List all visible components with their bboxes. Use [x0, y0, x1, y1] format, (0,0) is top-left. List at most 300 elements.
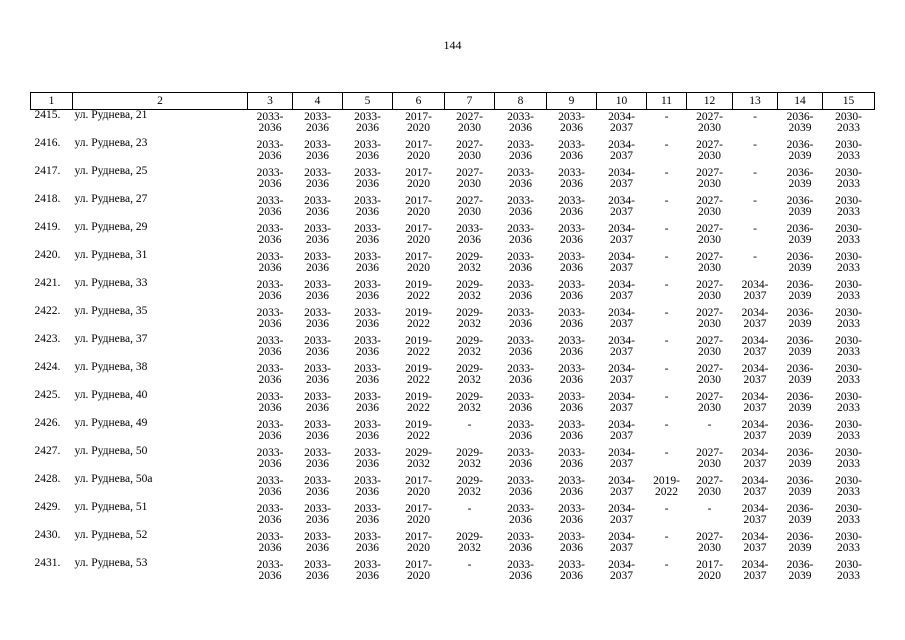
period-cell — [647, 530, 687, 558]
period-start: 2030- — [835, 139, 862, 151]
row-address: ул. Руднева, 35 — [74, 305, 148, 317]
period-start: 2029- — [456, 447, 483, 459]
period-end: 2036 — [509, 233, 532, 246]
period-cell — [547, 418, 597, 446]
period-start: 2033- — [304, 167, 331, 179]
period-end: 2039 — [788, 121, 812, 134]
period-cell — [547, 222, 597, 250]
period-start: 2033- — [304, 503, 331, 515]
period-end: 2037 — [743, 289, 767, 302]
period-cell — [597, 138, 647, 166]
period-cell — [445, 110, 495, 139]
period-cell — [248, 110, 293, 139]
period-start: 2027- — [456, 111, 483, 123]
period-start: 2036- — [786, 363, 814, 375]
period-cell — [547, 278, 597, 306]
period-start: 2033- — [354, 503, 381, 515]
period-cell — [248, 362, 293, 390]
period-start: 2036- — [786, 307, 814, 319]
period-cell — [445, 194, 495, 222]
period-start: 2033- — [354, 419, 381, 431]
table-row — [31, 502, 875, 530]
period-start: 2029- — [456, 475, 483, 487]
period-cell — [597, 530, 647, 558]
period-cell — [687, 166, 733, 194]
period-cell — [343, 334, 393, 362]
period-cell — [778, 334, 823, 362]
period-start: 2019- — [405, 279, 432, 291]
period-cell — [248, 390, 293, 418]
period-cell — [495, 306, 547, 334]
period-end: 2033 — [837, 485, 860, 498]
period-start: - — [467, 503, 472, 515]
period-cell — [445, 278, 495, 306]
period-start: 2027- — [696, 363, 723, 375]
period-end: 2036 — [509, 205, 532, 218]
period-start: 2033- — [256, 475, 284, 487]
period-start: 2033- — [507, 167, 534, 179]
period-start: 2036- — [786, 111, 814, 123]
period-cell — [393, 362, 445, 390]
period-start: 2033- — [354, 447, 381, 459]
period-start: 2017- — [405, 111, 432, 123]
period-cell — [733, 446, 778, 474]
period-cell — [495, 250, 547, 278]
period-end: 2036 — [258, 261, 282, 274]
period-cell — [687, 446, 733, 474]
period-cell — [495, 222, 547, 250]
period-cell — [393, 558, 445, 586]
period-cell — [733, 334, 778, 362]
period-end: 2022 — [407, 345, 430, 358]
period-cell — [597, 362, 647, 390]
header-cell: 1 — [31, 93, 73, 110]
period-end: 2039 — [788, 289, 812, 302]
period-start: 2034- — [608, 391, 635, 403]
header-row — [31, 93, 875, 110]
period-start: 2030- — [835, 363, 862, 375]
period-start: 2027- — [696, 139, 723, 151]
period-end: 2033 — [837, 345, 860, 358]
period-end: 2037 — [610, 513, 633, 526]
period-cell — [687, 418, 733, 446]
period-cell — [597, 278, 647, 306]
period-start: - — [664, 531, 669, 543]
period-end: 2036 — [560, 289, 583, 302]
period-cell — [647, 334, 687, 362]
period-cell — [823, 362, 875, 390]
header-cell: 15 — [823, 93, 875, 110]
row-address: ул. Руднева, 25 — [74, 165, 148, 177]
period-cell — [547, 558, 597, 586]
period-cell — [823, 278, 875, 306]
period-end: 2036 — [306, 233, 329, 246]
period-end: 2020 — [407, 233, 430, 246]
period-end: 2036 — [560, 177, 583, 190]
table-row — [31, 530, 875, 558]
period-start: 2033- — [507, 307, 534, 319]
period-start: - — [467, 419, 472, 431]
period-end: 2020 — [698, 569, 721, 582]
period-cell — [393, 110, 445, 139]
period-end: 2030 — [698, 541, 721, 554]
period-cell — [647, 194, 687, 222]
period-start: 2029- — [405, 447, 432, 459]
period-cell — [778, 278, 823, 306]
period-cell — [248, 278, 293, 306]
period-cell — [495, 418, 547, 446]
period-cell — [547, 530, 597, 558]
period-cell — [733, 222, 778, 250]
period-cell — [778, 390, 823, 418]
period-start: 2034- — [741, 363, 769, 375]
period-cell — [495, 390, 547, 418]
row-address: ул. Руднева, 31 — [74, 249, 148, 261]
period-cell — [647, 306, 687, 334]
period-start: - — [664, 195, 669, 207]
period-end: 2036 — [509, 345, 532, 358]
period-cell — [778, 110, 823, 139]
period-start: 2019- — [405, 419, 432, 431]
period-start: 2033- — [354, 475, 381, 487]
period-start: 2033- — [354, 223, 381, 235]
period-start: - — [664, 279, 669, 291]
period-end: 2020 — [407, 177, 430, 190]
period-cell — [393, 138, 445, 166]
period-start: 2029- — [456, 391, 483, 403]
period-end: 2036 — [356, 121, 379, 134]
period-end: 2039 — [788, 429, 812, 442]
row-number: 2422. — [34, 305, 61, 317]
period-end: 2036 — [509, 485, 532, 498]
period-start: 2033- — [507, 279, 534, 291]
period-end: 2039 — [788, 233, 812, 246]
period-start: 2036- — [786, 251, 814, 263]
period-start: 2034- — [741, 279, 769, 291]
period-start: - — [664, 559, 669, 571]
period-end: 2036 — [306, 121, 329, 134]
period-cell — [778, 502, 823, 530]
period-cell — [495, 446, 547, 474]
period-end: 2030 — [698, 121, 721, 134]
period-end: 2037 — [610, 289, 633, 302]
period-start: 2030- — [835, 447, 862, 459]
period-start: 2019- — [405, 335, 432, 347]
table-row — [31, 362, 875, 390]
period-cell — [647, 558, 687, 586]
period-cell — [248, 194, 293, 222]
period-start: 2033- — [558, 559, 585, 571]
period-cell — [343, 138, 393, 166]
period-start: 2033- — [507, 475, 534, 487]
period-end: 2036 — [560, 401, 583, 414]
period-end: 2033 — [837, 289, 860, 302]
period-cell — [647, 418, 687, 446]
period-cell — [647, 390, 687, 418]
period-start: 2027- — [696, 279, 723, 291]
table-row — [31, 306, 875, 334]
period-end: 2020 — [407, 541, 430, 554]
period-cell — [823, 222, 875, 250]
header-cell: 3 — [248, 93, 293, 110]
period-start: 2033- — [256, 223, 284, 235]
period-end: 2036 — [509, 429, 532, 442]
period-end: 2036 — [356, 457, 379, 470]
period-cell — [445, 530, 495, 558]
period-start: 2034- — [741, 307, 769, 319]
period-cell — [687, 250, 733, 278]
row-address: ул. Руднева, 40 — [74, 389, 148, 401]
period-cell — [597, 110, 647, 139]
period-start: 2017- — [405, 195, 432, 207]
period-start: 2017- — [405, 139, 432, 151]
period-cell — [293, 194, 343, 222]
period-start: 2019- — [405, 363, 432, 375]
period-start: 2030- — [835, 475, 862, 487]
period-cell — [733, 502, 778, 530]
header-cell: 2 — [73, 93, 248, 110]
period-start: 2033- — [354, 559, 381, 571]
period-cell — [733, 194, 778, 222]
period-end: 2033 — [837, 205, 860, 218]
period-end: 2033 — [837, 373, 860, 386]
period-start: 2034- — [608, 335, 635, 347]
period-cell — [393, 250, 445, 278]
period-cell — [597, 194, 647, 222]
period-start: 2027- — [696, 391, 723, 403]
period-cell — [597, 222, 647, 250]
period-end: 2036 — [509, 541, 532, 554]
period-end: 2037 — [743, 513, 767, 526]
period-end: 2032 — [458, 401, 481, 414]
period-start: 2033- — [354, 307, 381, 319]
period-cell — [687, 334, 733, 362]
period-end: 2039 — [788, 401, 812, 414]
period-end: 2036 — [458, 233, 481, 246]
row-number: 2425. — [34, 389, 61, 401]
period-cell — [733, 306, 778, 334]
period-start: 2033- — [507, 391, 534, 403]
period-cell — [547, 390, 597, 418]
period-cell — [778, 418, 823, 446]
period-cell — [687, 502, 733, 530]
period-cell — [248, 418, 293, 446]
period-cell — [293, 334, 343, 362]
period-end: 2036 — [306, 289, 329, 302]
period-start: - — [664, 139, 669, 151]
period-cell — [823, 390, 875, 418]
period-start: 2027- — [696, 531, 723, 543]
period-cell — [597, 474, 647, 502]
period-cell — [778, 222, 823, 250]
period-start: 2033- — [304, 447, 331, 459]
period-end: 2037 — [610, 569, 633, 582]
period-start: 2033- — [304, 279, 331, 291]
period-start: 2033- — [304, 251, 331, 263]
period-cell — [733, 166, 778, 194]
period-end: 2036 — [509, 149, 532, 162]
period-start: 2036- — [786, 279, 814, 291]
period-end: 2039 — [788, 177, 812, 190]
period-end: 2033 — [837, 149, 860, 162]
period-start: 2034- — [608, 531, 635, 543]
period-start: 2029- — [456, 251, 483, 263]
period-end: 2036 — [306, 569, 329, 582]
period-end: 2022 — [407, 429, 430, 442]
period-start: 2027- — [456, 139, 483, 151]
period-start: 2033- — [507, 363, 534, 375]
period-end: 2036 — [356, 485, 379, 498]
period-cell — [733, 558, 778, 586]
table-row — [31, 278, 875, 306]
period-end: 2037 — [610, 429, 633, 442]
period-start: - — [753, 251, 757, 263]
period-end: 2036 — [306, 149, 329, 162]
period-cell — [343, 362, 393, 390]
period-start: 2033- — [507, 531, 534, 543]
period-end: 2030 — [458, 149, 481, 162]
period-start: 2030- — [835, 531, 862, 543]
period-cell — [687, 110, 733, 139]
period-cell — [647, 166, 687, 194]
period-end: 2036 — [306, 317, 329, 330]
period-cell — [547, 250, 597, 278]
period-end: 2036 — [258, 205, 282, 218]
period-start: 2033- — [507, 111, 534, 123]
period-cell — [597, 334, 647, 362]
period-start: - — [664, 335, 669, 347]
period-end: 2036 — [356, 177, 379, 190]
period-start: 2034- — [741, 391, 769, 403]
period-end: 2037 — [743, 457, 767, 470]
period-start: 2033- — [507, 139, 534, 151]
period-start: 2034- — [608, 475, 635, 487]
period-end: 2037 — [610, 149, 633, 162]
period-cell — [393, 418, 445, 446]
period-start: 2019- — [405, 307, 432, 319]
period-cell — [647, 278, 687, 306]
period-start: 2033- — [558, 139, 585, 151]
period-end: 2037 — [743, 429, 767, 442]
period-cell — [343, 278, 393, 306]
period-start: 2033- — [256, 335, 284, 347]
period-cell — [343, 306, 393, 334]
period-cell — [733, 474, 778, 502]
period-cell — [823, 166, 875, 194]
period-cell — [445, 250, 495, 278]
period-end: 2030 — [698, 457, 721, 470]
period-cell — [248, 166, 293, 194]
period-start: 2034- — [741, 447, 769, 459]
period-cell — [547, 138, 597, 166]
period-end: 2036 — [258, 233, 282, 246]
period-start: 2033- — [304, 559, 331, 571]
period-start: 2033- — [304, 335, 331, 347]
period-start: 2033- — [507, 419, 534, 431]
period-cell — [547, 166, 597, 194]
period-cell — [778, 558, 823, 586]
period-cell — [733, 418, 778, 446]
period-cell — [547, 362, 597, 390]
period-cell — [823, 530, 875, 558]
period-end: 2030 — [458, 205, 481, 218]
period-start: 2034- — [741, 531, 769, 543]
period-cell — [547, 474, 597, 502]
period-end: 2036 — [509, 373, 532, 386]
period-start: 2033- — [256, 139, 284, 151]
period-start: 2017- — [405, 503, 432, 515]
period-end: 2036 — [258, 541, 282, 554]
header-cell: 13 — [733, 93, 778, 110]
period-start: 2034- — [741, 419, 769, 431]
period-end: 2033 — [837, 261, 860, 274]
period-cell — [293, 222, 343, 250]
period-cell — [647, 222, 687, 250]
period-start: 2034- — [608, 139, 635, 151]
period-start: 2017- — [405, 475, 432, 487]
period-end: 2039 — [788, 345, 812, 358]
period-cell — [293, 110, 343, 139]
period-cell — [823, 110, 875, 139]
period-cell — [687, 530, 733, 558]
period-cell — [778, 194, 823, 222]
period-end: 2037 — [610, 233, 633, 246]
period-end: 2036 — [258, 373, 282, 386]
period-end: 2036 — [258, 289, 282, 302]
period-cell — [647, 446, 687, 474]
period-start: 2033- — [354, 251, 381, 263]
period-cell — [343, 250, 393, 278]
period-end: 2039 — [788, 485, 812, 498]
period-start: 2036- — [786, 447, 814, 459]
period-cell — [445, 474, 495, 502]
header-cell: 4 — [293, 93, 343, 110]
period-start: 2033- — [507, 335, 534, 347]
table-row — [31, 194, 875, 222]
period-end: 2037 — [743, 401, 767, 414]
period-end: 2030 — [698, 401, 721, 414]
period-end: 2037 — [743, 373, 767, 386]
period-cell — [778, 166, 823, 194]
period-cell — [597, 558, 647, 586]
period-start: 2034- — [608, 251, 635, 263]
period-start: 2019- — [405, 391, 432, 403]
period-start: 2033- — [304, 531, 331, 543]
period-cell — [687, 138, 733, 166]
period-end: 2036 — [509, 513, 532, 526]
row-number: 2426. — [34, 417, 61, 429]
period-start: 2036- — [786, 139, 814, 151]
period-cell — [293, 166, 343, 194]
period-end: 2037 — [743, 485, 767, 498]
row-number: 2417. — [34, 165, 61, 177]
period-cell — [778, 530, 823, 558]
row-number: 2428. — [34, 473, 61, 485]
period-cell — [597, 306, 647, 334]
period-start: 2033- — [256, 195, 284, 207]
row-number: 2429. — [34, 501, 61, 513]
table-row — [31, 222, 875, 250]
period-end: 2039 — [788, 261, 812, 274]
period-cell — [495, 530, 547, 558]
period-cell — [445, 138, 495, 166]
period-cell — [393, 306, 445, 334]
period-end: 2036 — [306, 373, 329, 386]
period-cell — [647, 138, 687, 166]
period-end: 2036 — [306, 485, 329, 498]
row-address: ул. Руднева, 29 — [74, 221, 148, 233]
period-start: 2033- — [507, 503, 534, 515]
